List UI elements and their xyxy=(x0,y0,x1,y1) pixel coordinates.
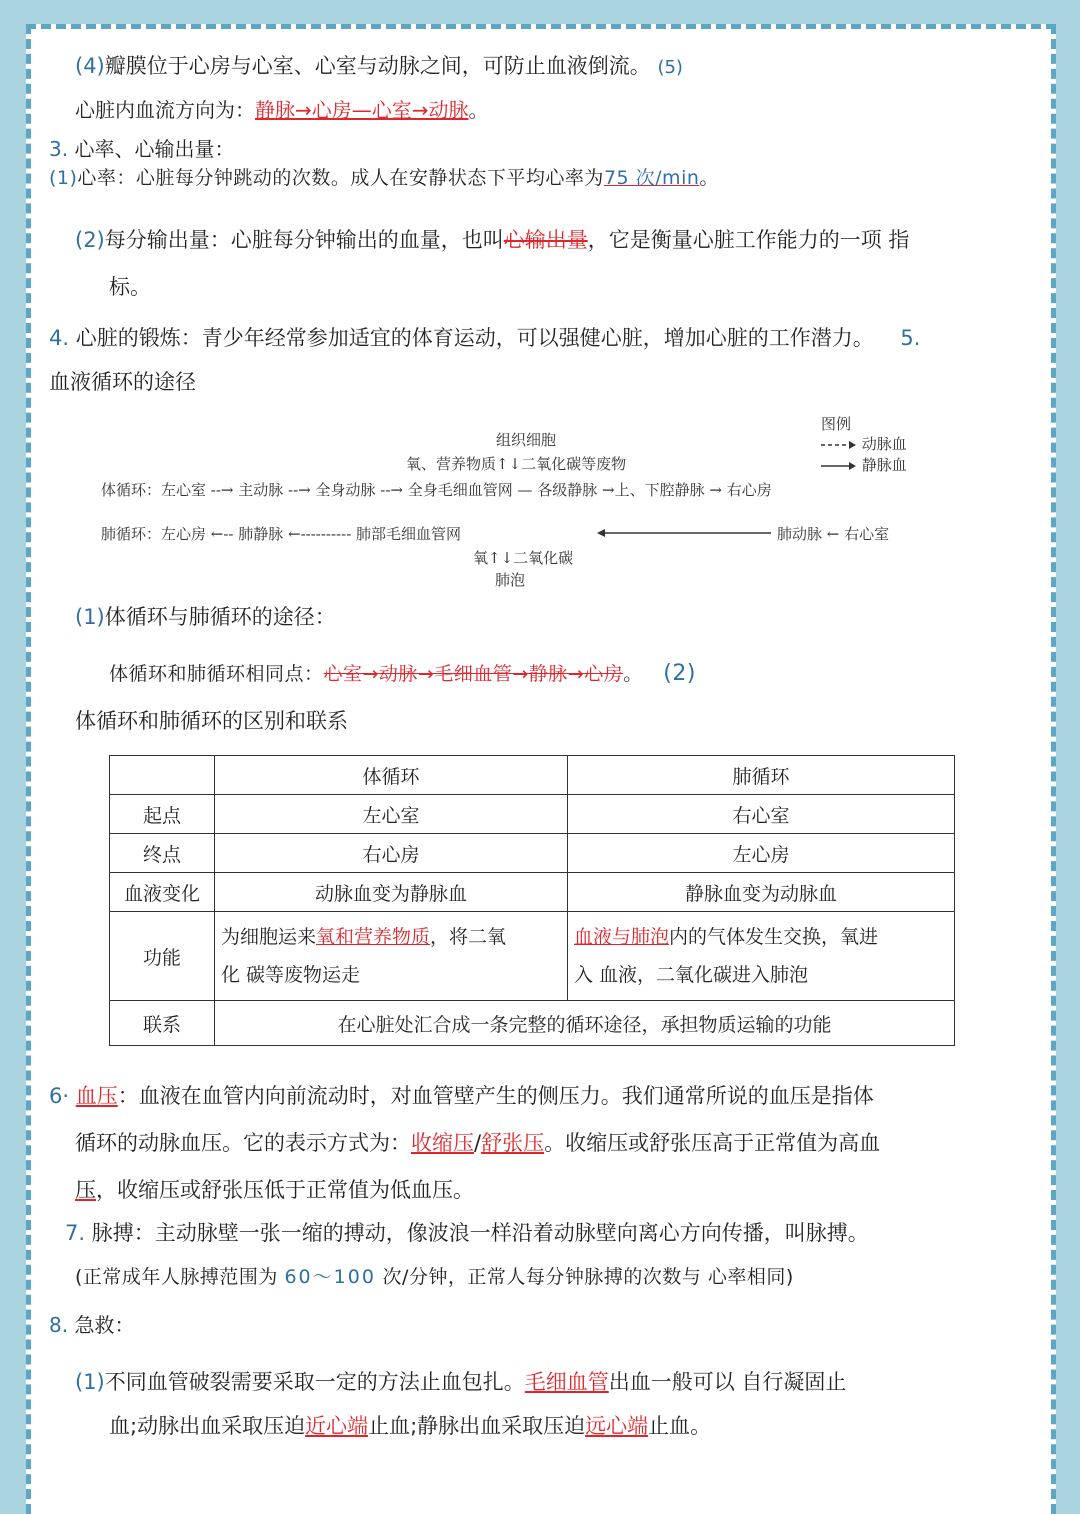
table-row: 功能 为细胞运来氧和营养物质，将二氧 化 碳等废物运走 血液与肺泡内的气体发生交换，氧进 入 血液，二氧化碳进入肺泡 xyxy=(110,912,955,1001)
table-row: 血液变化 动脉血变为静脉血 静脉血变为动脉血 xyxy=(110,873,955,912)
section-6-line-1: 6· 血压：血液在血管内向前流动时，对血管壁产生的侧压力。我们通常所说的血压是指体 xyxy=(49,1084,874,1108)
diagram-tissue-cells: 组织细胞 xyxy=(496,431,557,449)
table-row: 起点 左心室 右心室 xyxy=(110,795,955,834)
diagram-legend-vein: 静脉血 xyxy=(821,454,907,475)
diagram-exchange-bottom: 氧↑↓二氧化碳 xyxy=(473,549,574,567)
table-row: 终点 右心房 左心房 xyxy=(110,834,955,873)
diagram-pulmonary-left: 肺循环：左心房 ←-- 肺静脉 ←---------- 肺部毛细血管网 xyxy=(101,525,462,543)
section-7-note: (正常成年人脉搏范围为 60～100 次/分钟，正常人每分钟脉搏的次数与 心率相同) xyxy=(75,1266,794,1288)
diagram-legend-title: 图例 xyxy=(821,415,852,433)
same-point-line: 体循环和肺循环相同点：心室→动脉→毛细血管→静脉→心房。 (2) xyxy=(109,661,696,686)
dashed-arrow-icon xyxy=(821,440,857,450)
heart-rate-answer: 75 次/min xyxy=(603,167,700,189)
blood-pressure-term: 血压 xyxy=(75,1084,118,1108)
table-header-systemic: 体循环 xyxy=(215,756,568,795)
section-6-line-3: 压，收缩压或舒张压低于正常值为低血压。 xyxy=(75,1178,474,1202)
cardiac-output-answer: 心输出量 xyxy=(503,228,588,252)
flow-line: 心脏内血流方向为：静脉→心房—心室→动脉。 xyxy=(75,98,489,122)
solid-arrow-icon xyxy=(821,461,857,471)
table-row: 联系 在心脏处汇合成一条完整的循环途径，承担物质运输的功能 xyxy=(110,1001,955,1046)
circulation-diagram xyxy=(101,409,961,589)
section-4-line: 4. 心脏的锻炼：青少年经常参加适宜的体育运动，可以强健心脏，增加心脏的工作潜力。 5. xyxy=(49,326,921,350)
path-line: (1)体循环与肺循环的途径： xyxy=(75,605,336,629)
flow-answer: 静脉→心房—心室→动脉 xyxy=(255,98,469,122)
section-5-title: 血液循环的途径 xyxy=(49,370,196,394)
section-6-line-2: 循环的动脉血压。它的表示方式为：收缩压/舒张压。收缩压或舒张压高于正常值为高血 xyxy=(75,1131,881,1155)
diagram-pulmonary-right: 肺动脉 ← 右心室 xyxy=(777,525,890,543)
diagram-alveoli: 肺泡 xyxy=(495,571,526,589)
difference-title: 体循环和肺循环的区别和联系 xyxy=(75,709,348,733)
first-aid-line-1: (1)不同血管破裂需要采取一定的方法止血包扎。毛细血管出血一般可以 自行凝固止 xyxy=(75,1370,847,1394)
heart-rate-line: (1)心率：心脏每分钟跳动的次数。成人在安静状态下平均心率为75 次/min。 xyxy=(49,167,719,189)
diagram-exchange-top: 氧、营养物质↑↓二氧化碳等废物 xyxy=(406,455,627,473)
document-page xyxy=(26,24,1056,1514)
valve-line: (4)瓣膜位于心房与心室、心室与动脉之间，可防止血液倒流。 (5) xyxy=(75,54,683,78)
function-systemic-cell: 为细胞运来氧和营养物质，将二氧 化 碳等废物运走 xyxy=(215,912,568,1001)
function-pulmonary-cell: 血液与肺泡内的气体发生交换，氧进 入 血液，二氧化碳进入肺泡 xyxy=(568,912,955,1001)
diagram-systemic-path: 体循环：左心室 --→ 主动脉 --→ 全身动脉 --→ 全身毛细血管网 — 各级静脉 →上、下腔静脉 → 右心房 xyxy=(101,481,772,499)
cardiac-output-line-2: 标。 xyxy=(109,275,151,299)
comparison-table xyxy=(109,755,955,1046)
cardiac-output-line: (2)每分输出量：心脏每分钟输出的血量，也叫心输出量，它是衡量心脏工作能力的一项 指 xyxy=(75,228,910,252)
section-3-heading: 3. 心率、心输出量： xyxy=(49,137,235,161)
diagram-pulmonary-line xyxy=(595,523,775,543)
table-header-empty xyxy=(110,756,215,795)
section-8-heading: 8. 急救： xyxy=(49,1313,135,1337)
section-7-line: 7. 脉搏：主动脉壁一张一缩的搏动，像波浪一样沿着动脉壁向离心方向传播，叫脉搏。 xyxy=(65,1221,869,1245)
diagram-legend-artery: 动脉血 xyxy=(821,433,907,454)
same-point-answer: 心室→动脉→毛细血管→静脉→心房 xyxy=(323,663,624,685)
table-header-pulmonary: 肺循环 xyxy=(568,756,955,795)
first-aid-line-2: 血;动脉出血采取压迫近心端止血;静脉出血采取压迫远心端止血。 xyxy=(109,1414,712,1438)
table-header-row xyxy=(110,756,955,795)
